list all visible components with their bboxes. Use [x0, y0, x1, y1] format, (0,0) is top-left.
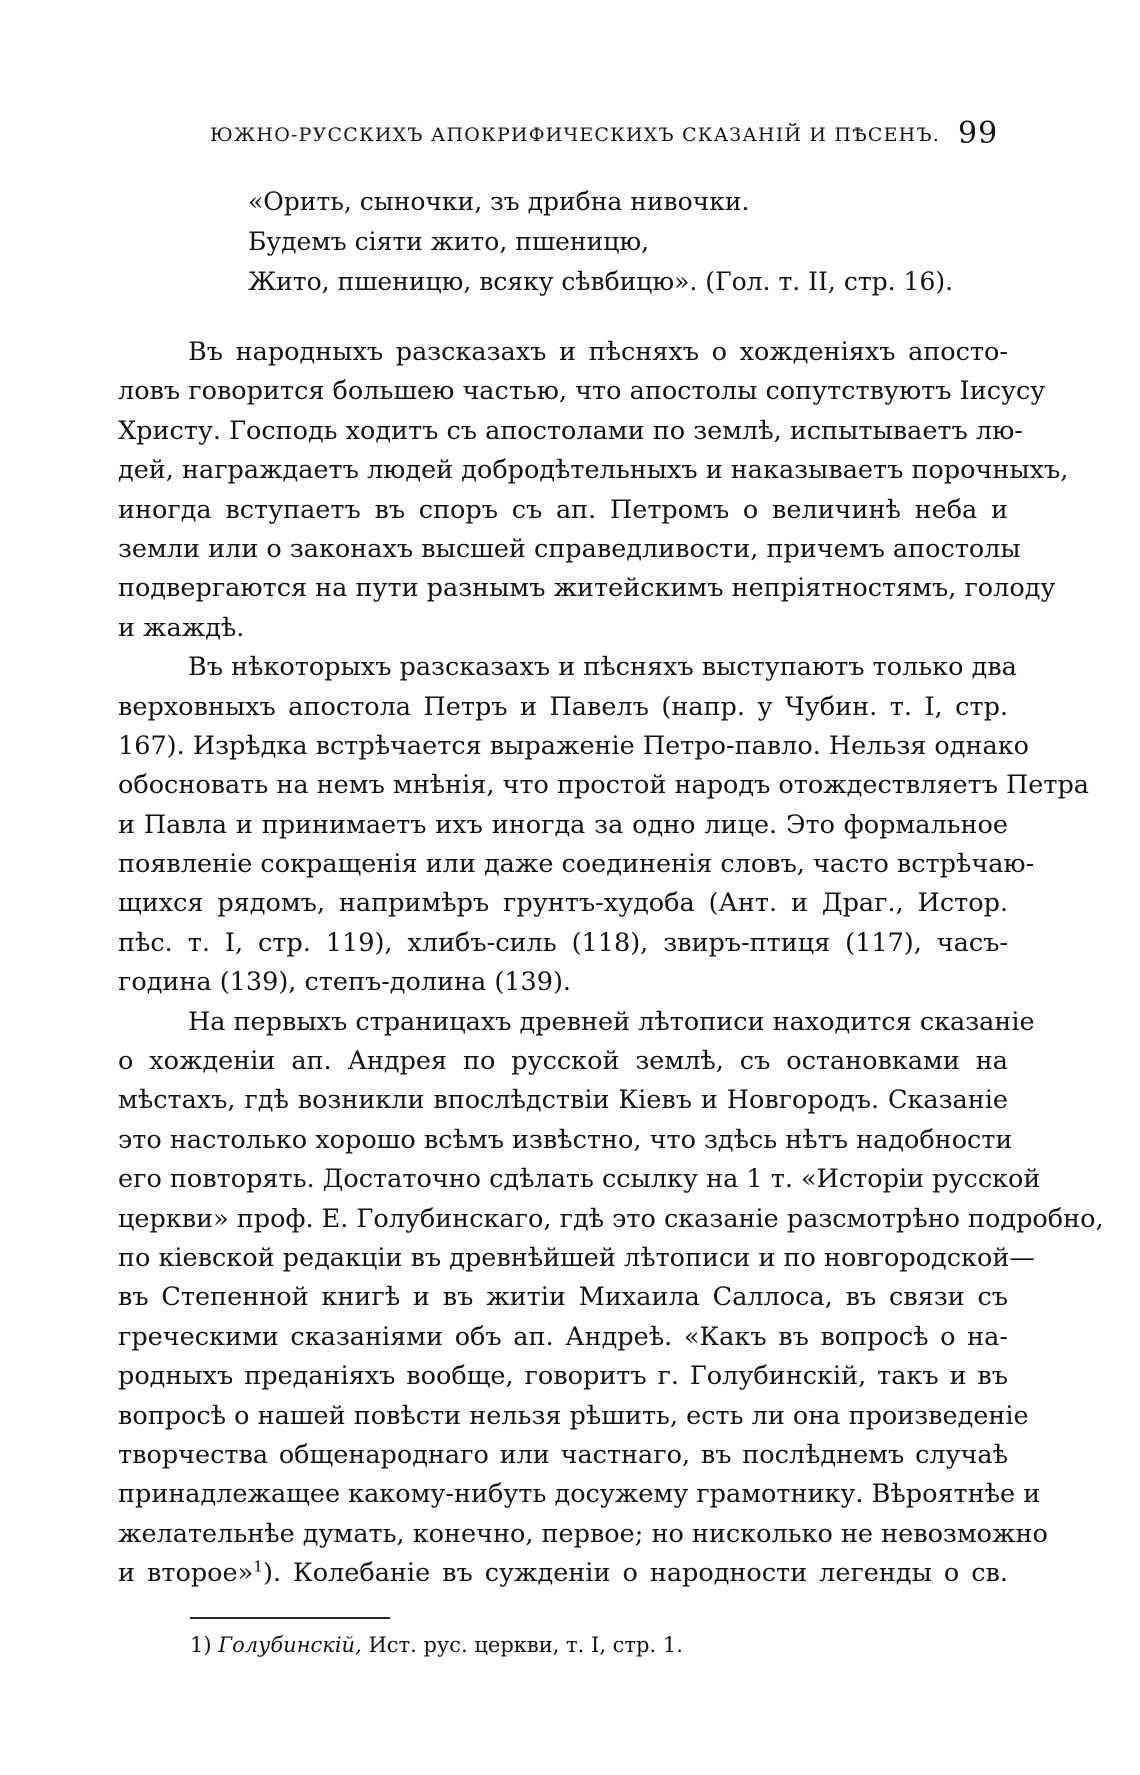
paragraph — [118, 648, 1089, 1003]
footnote — [190, 1633, 683, 1657]
text-line: вопросѣ о нашей повѣсти нельзя рѣшить, есть ли она произведеніе — [118, 1400, 1029, 1431]
text-line: мѣстахъ, гдѣ возникли впослѣдствіи Кіевъ и Новгородъ. Сказаніе — [118, 1085, 1008, 1116]
text-line: земли или о законахъ высшей справедливости, причемъ апостолы — [118, 533, 1021, 564]
verse-line: Будемъ сіяти жито, пшеницю, — [248, 227, 650, 256]
running-title: ЮЖНО-РУССКИХЪ АПОКРИФИЧЕСКИХЪ СКАЗАНІЙ И ПѢСЕНЪ. — [210, 124, 940, 146]
paragraph — [118, 1003, 1104, 1594]
text-line: обосновать на немъ мнѣнія, что простой народъ отождествляетъ Петра — [118, 770, 1089, 801]
text-line: появленіе сокращенія или даже соединенія словъ, часто встрѣчаю- — [118, 849, 1035, 880]
text-line: щихся рядомъ, напримѣръ грунтъ-худоба (Ант. и Драг., Истор. — [118, 888, 1008, 919]
text-line: это настолько хорошо всѣмъ извѣстно, что здѣсь нѣтъ надобности — [118, 1124, 1013, 1155]
text-line: церкви» проф. Е. Голубинскаго, гдѣ это сказаніе разсмотрѣно подробно, — [118, 1203, 1104, 1234]
footnote-text: Ист. рус. церкви, т. I, стр. 1. — [368, 1633, 683, 1657]
text-line: На первыхъ страницахъ древней лѣтописи находится сказаніе — [188, 1006, 1035, 1037]
page-number: 99 — [958, 116, 999, 151]
text-line: его повторять. Достаточно сдѣлать ссылку на 1 т. «Исторіи русской — [118, 1164, 1041, 1195]
text-line: Въ народныхъ разсказахъ и пѣсняхъ о хожденіяхъ апосто- — [188, 337, 1008, 367]
verse-quotation — [248, 182, 1018, 302]
text-line: Въ нѣкоторыхъ разсказахъ и пѣсняхъ выступаютъ только два — [188, 652, 1017, 683]
text-line: 167). Изрѣдка встрѣчается выраженіе Петро-павло. Нельзя однако — [118, 730, 1029, 761]
body-text — [118, 333, 1104, 1594]
verse-line: «Орить, сыночки, зъ дрибна нивочки. — [248, 187, 750, 216]
footnote-marker: 1) — [190, 1633, 212, 1657]
text-line: пѣс. т. I, стр. 119), хлибъ-силь (118), звиръ-птиця (117), часъ- — [118, 927, 1008, 958]
text-line: и Павла и принимаетъ ихъ иногда за одно лице. Это формальное — [118, 809, 1008, 840]
text-fragment: и второе» — [118, 1558, 254, 1589]
paragraph — [118, 333, 1069, 648]
text-line: Христу. Господь ходитъ съ апостолами по землѣ, испытываетъ лю- — [118, 415, 1023, 446]
text-line: о хожденіи ап. Андрея по русской землѣ, съ остановками на — [118, 1046, 1008, 1077]
text-fragment: ). Колебаніе въ сужденіи о народности легенды о св. — [262, 1558, 1008, 1589]
text-line: по кіевской редакціи въ древнѣйшей лѣтописи и по новгородской— — [118, 1242, 1035, 1273]
text-line: родныхъ преданіяхъ вообще, говоритъ г. Голубинскій, такъ и въ — [118, 1361, 1008, 1392]
text-line — [118, 1554, 1008, 1593]
text-line: принадлежащее какому-нибуть досужему грамотнику. Вѣроятнѣе и — [118, 1479, 1041, 1510]
footnote-reference: 1 — [253, 1557, 263, 1576]
text-line: година (139), степъ-долина (139). — [118, 967, 572, 998]
text-line: иногда вступаетъ въ споръ съ ап. Петромъ о величинѣ неба и — [118, 494, 1008, 525]
text-line: подвергаются на пути разнымъ житейскимъ непріятностямъ, голоду — [118, 573, 1056, 604]
text-line: ловъ говорится большею частью, что апостолы сопутствуютъ Іисусу — [118, 376, 1046, 407]
footnote-author: Голубинскій, — [218, 1633, 362, 1657]
text-line: желательнѣе думать, конечно, первое; но нисколько не невозможно — [118, 1518, 1048, 1549]
text-line: греческими сказаніями объ ап. Андреѣ. «Какъ въ вопросѣ о на- — [118, 1321, 1008, 1352]
verse-line: Жито, пшеницю, всяку сѣвбицю». (Гол. т. II, стр. 16). — [248, 267, 954, 296]
text-line: творчества общенароднаго или частнаго, въ послѣднемъ случаѣ — [118, 1439, 1008, 1470]
text-line: и жаждѣ. — [118, 612, 245, 643]
text-line: дей, награждаетъ людей добродѣтельныхъ и наказываетъ порочныхъ, — [118, 455, 1069, 486]
footnote-divider — [190, 1617, 390, 1619]
text-line: въ Степенной книгѣ и въ житіи Михаила Саллоса, въ связи съ — [118, 1282, 1008, 1313]
text-line: верховныхъ апостола Петръ и Павелъ (напр. у Чубин. т. I, стр. — [118, 691, 1008, 722]
